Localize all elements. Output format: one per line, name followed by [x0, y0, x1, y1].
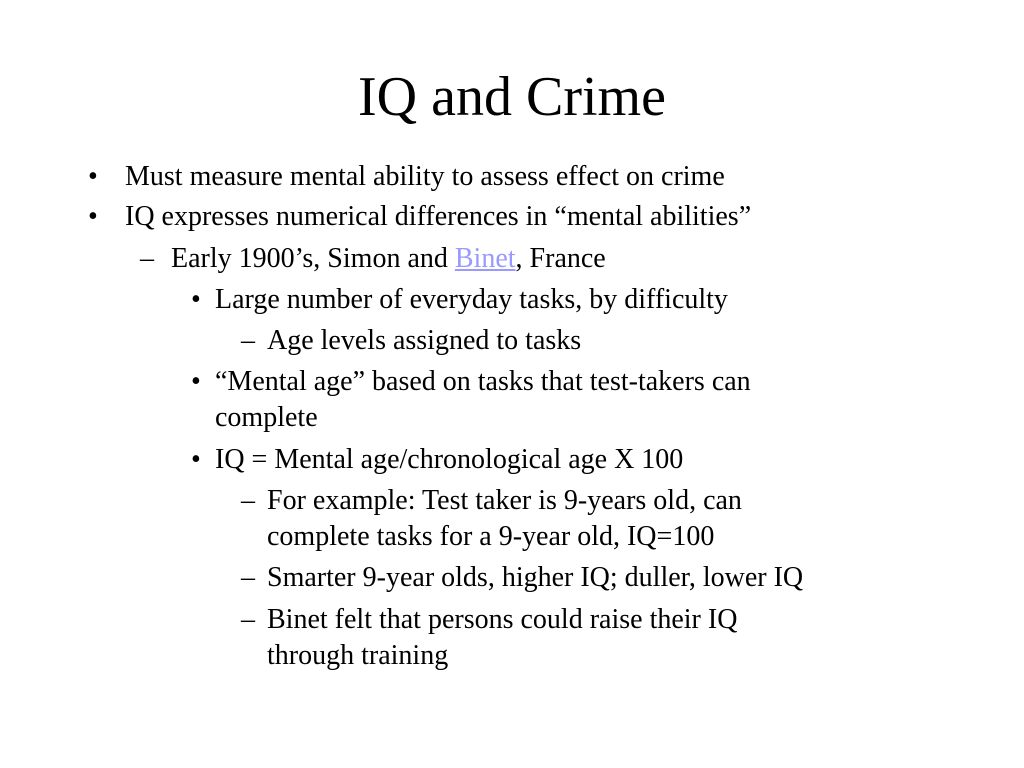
binet-link[interactable]: Binet	[454, 243, 516, 274]
level4-text-line-1: For example: Test taker is 9-years old, can	[267, 485, 742, 516]
bullet-marker: •	[88, 161, 98, 192]
dash-marker: –	[241, 604, 255, 635]
level3-bullet-text: IQ = Mental age/chronological age X 100	[215, 444, 684, 475]
bullet-marker: •	[191, 444, 201, 475]
sub-bullet-text-after: , France	[515, 243, 606, 274]
level3-bullet-text-line-1: “Mental age” based on tasks that test-takers can	[215, 366, 751, 397]
dash-marker: –	[241, 325, 255, 356]
level4-text-line-1: Binet felt that persons could raise their IQ	[267, 604, 738, 635]
sub-bullet-text-before: Early 1900’s, Simon and	[171, 243, 455, 274]
bullet-marker: •	[88, 201, 98, 232]
bullet-marker: •	[191, 366, 201, 397]
bullet-text: Must measure mental ability to assess effect on crime	[125, 161, 725, 192]
level3-bullet-text: Large number of everyday tasks, by difficulty	[215, 284, 728, 315]
bullet-text: IQ expresses numerical differences in “mental abilities”	[125, 201, 752, 232]
bullet-marker: •	[191, 284, 201, 315]
level4-text: Age levels assigned to tasks	[267, 325, 582, 356]
dash-marker: –	[241, 562, 255, 593]
dash-marker: –	[241, 485, 255, 516]
sub-bullet-text	[171, 241, 606, 277]
level3-bullet-text-line-2: complete	[215, 402, 318, 433]
level4-text-line-2: complete tasks for a 9-year old, IQ=100	[267, 521, 715, 552]
level4-text: Smarter 9-year olds, higher IQ; duller, lower IQ	[267, 562, 804, 593]
dash-marker: –	[140, 243, 154, 274]
level4-text-line-2: through training	[267, 640, 449, 671]
slide-title: IQ and Crime	[358, 66, 666, 128]
